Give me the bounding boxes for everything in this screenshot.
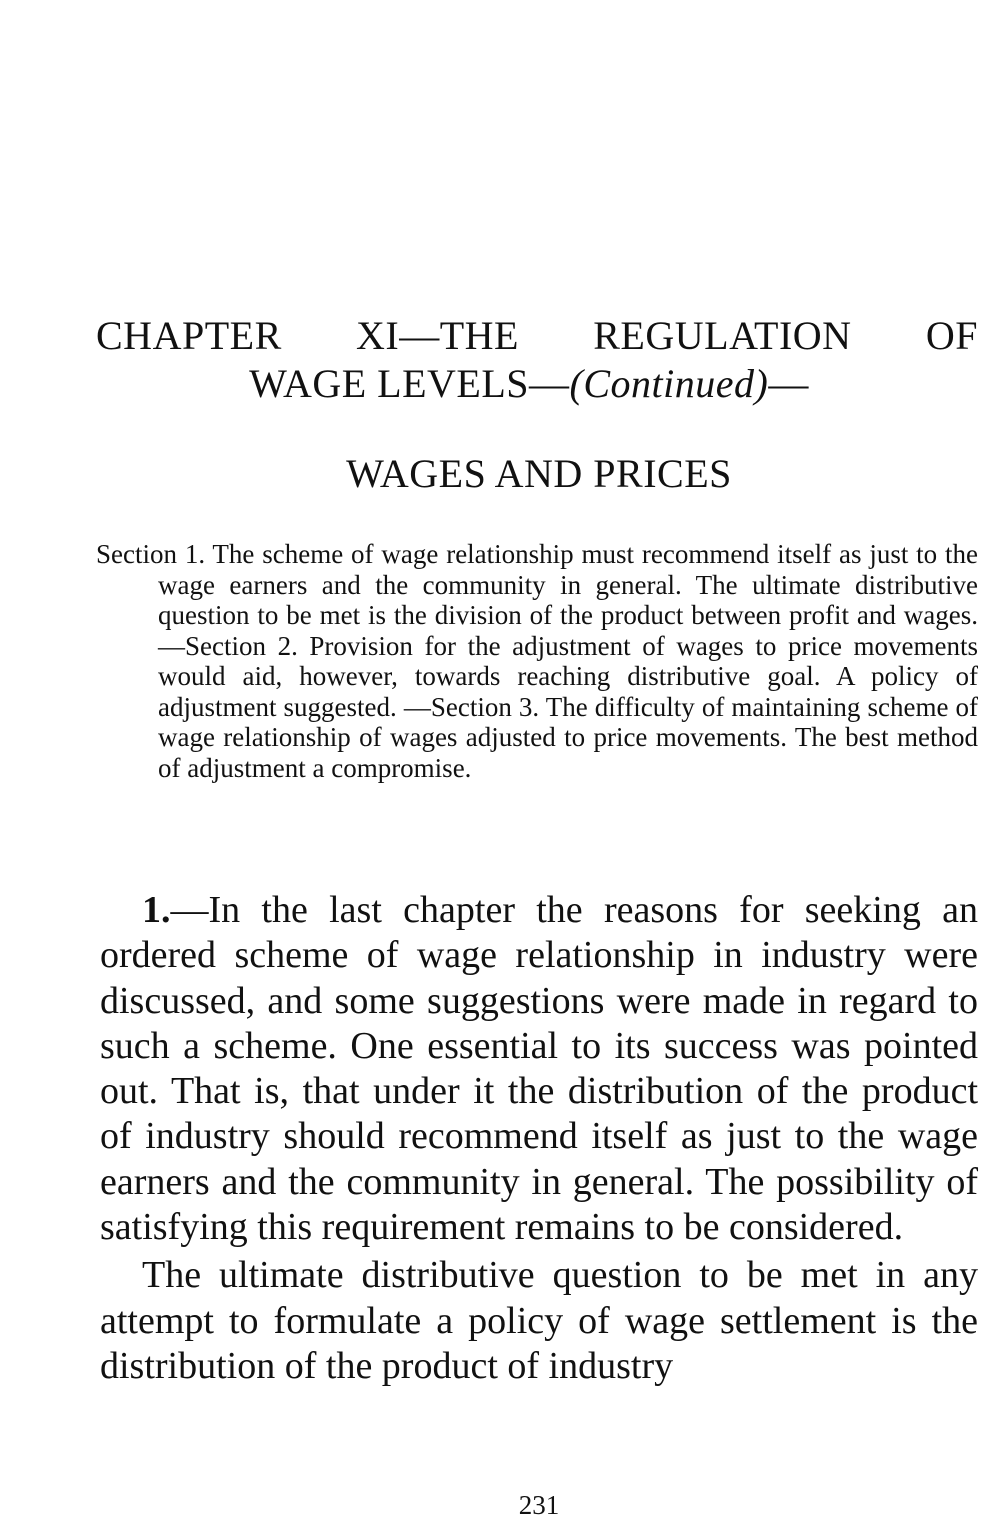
page-number: 231	[518, 1490, 560, 1520]
chapter-heading-line-2	[96, 360, 978, 408]
paragraph-2: The ultimate distributive question to be met in any attempt to formulate a policy of wage settlement is the distribution of the product of industry	[100, 1254, 978, 1387]
body-text	[100, 888, 978, 1389]
chapter-synopsis	[96, 539, 978, 783]
chapter-word: OF	[925, 313, 978, 358]
continued-label: (Continued)	[569, 361, 769, 406]
paragraph-1-text: —In the last chapter the reasons for seeking an ordered scheme of wage relationship in industry were discussed, and some suggestions were made in regard to such a scheme. One essential to its success was pointed out. That is, that under it the distribution of the product of industry should recommend itself as just to the wage earners and the community in general. The possibility of satisfying this requirement remains to be considered.	[100, 889, 978, 1249]
chapter-trailing-dash: —	[768, 361, 809, 406]
paragraph-number: 1.	[142, 889, 171, 931]
section-title: WAGES AND PRICES	[346, 451, 732, 496]
chapter-subtitle: WAGE LEVELS—	[249, 361, 570, 406]
paragraph-1	[100, 888, 978, 1250]
chapter-heading-line-1	[96, 312, 978, 360]
synopsis-text: Section 1. The scheme of wage relationship must recommend itself as just to the wage earners and the community in general. The ultimate distributive question to be met is the division of the product between profit and wages.—Section 2. Provision for the adjustment of wages to price movements would aid, however, towards reaching distributive goal. A policy of adjustment suggested. —Section 3. The difficulty of maintaining scheme of wage relationship of wages adjusted to price movements. The best method of adjustment a compromise.	[96, 539, 978, 783]
chapter-word: CHAPTER	[96, 313, 282, 358]
chapter-word: XI—THE	[356, 313, 519, 358]
chapter-word: REGULATION	[593, 313, 852, 358]
chapter-heading	[96, 312, 978, 408]
